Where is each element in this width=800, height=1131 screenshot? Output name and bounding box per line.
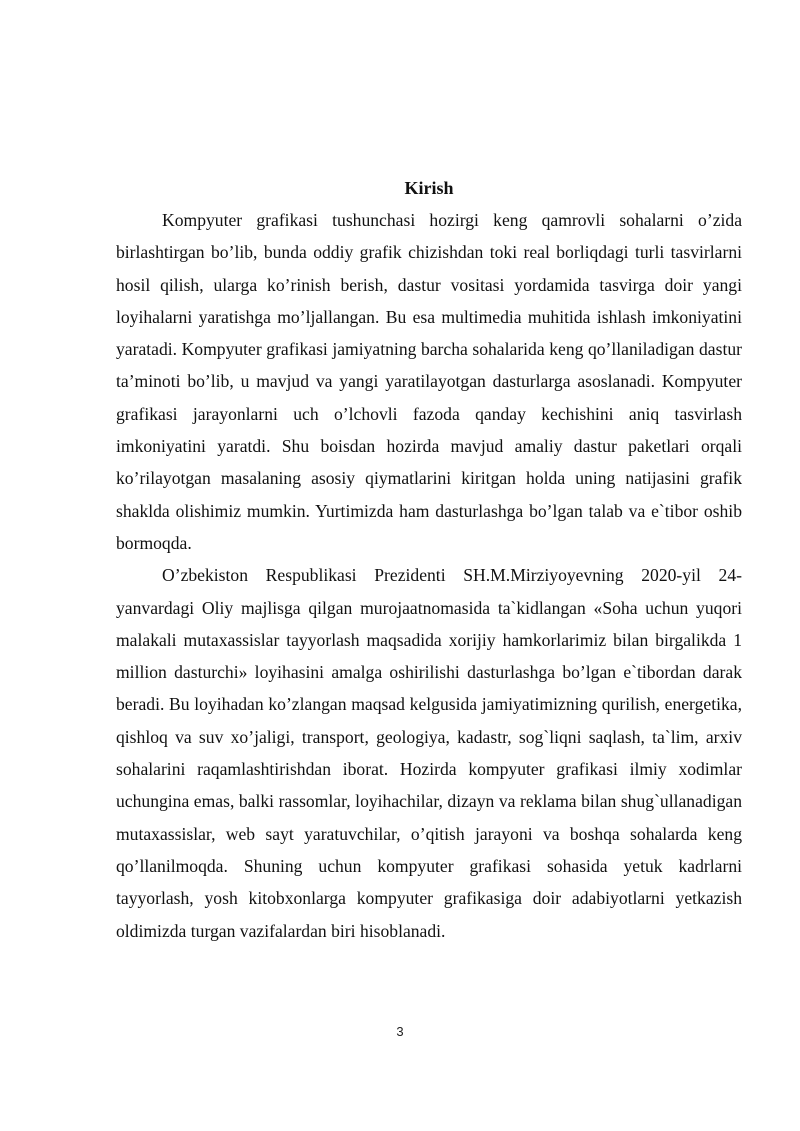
paragraph-intro: Kompyuter grafikasi tushunchasi hozirgi keng qamrovli sohalarni o’zida birlashtirgan bo’lib, bunda oddiy grafik chizishdan toki real borliqdagi turli tasvirlarni hosil qilish, ularga ko’rinish berish, dastur vositasi yordamida tasvirga doir yangi loyihalarni yaratishga mo’ljallangan. Bu esa multimedia muhitida ishlash imkoniyatini yaratadi. Kompyuter grafikasi jamiyatning barcha sohalarida keng qo’llaniladigan dastur ta’minoti bo’lib, u mavjud va yangi yaratilayotgan dasturlarga asoslanadi. Kompyuter grafikasi jarayonlarni uch o’lchovli fazoda qanday kechishini aniq tasvirlash imkoniyatini yaratdi. Shu boisdan hozirda mavjud amaliy dastur paketlari orqali ko’rilayotgan masalaning asosiy qiymatlarini kiritgan holda uning natijasini grafik shaklda olishimiz mumkin. Yurtimizda ham dasturlashga bo’lgan talab va e`tibor oshib bormoqda. [116,210,742,553]
page-number: 3 [396,1024,404,1039]
page-content [116,172,742,947]
paragraph-president-address: O’zbekiston Respublikasi Prezidenti SH.M.Mirziyoyevning 2020-yil 24-yanvardagi Oliy majlisga qilgan murojaatnomasida ta`kidlangan «Soha uchun yuqori malakali mutaxassislar tayyorlash maqsadida xorijiy hamkorlarimiz bilan birgalikda 1 million dasturchi» loyihasini amalga oshirilishi dasturlashga bo’lgan e`tibordan darak beradi. Bu loyihadan ko’zlangan maqsad kelgusida jamiyatimizning qurilish, energetika, qishloq va suv xo’jaligi, transport, geologiya, kadastr, sog`liqni saqlash, ta`lim, arxiv sohalarini raqamlashtirishdan iborat. Hozirda kompyuter grafikasi ilmiy xodimlar uchungina emas, balki rassomlar, loyihachilar, dizayn va reklama bilan shug`ullanadigan mutaxassislar, web sayt yaratuvchilar, o’qitish jarayoni va boshqa sohalarda keng qo’llanilmoqda. Shuning uchun kompyuter grafikasi sohasida yetuk kadrlarni tayyorlash, yosh kitobxonlarga kompyuter grafikasiga doir adabiyotlarni yetkazish oldimizda turgan vazifalardan biri hisoblanadi. [116,565,742,941]
section-title: Kirish [404,178,454,198]
